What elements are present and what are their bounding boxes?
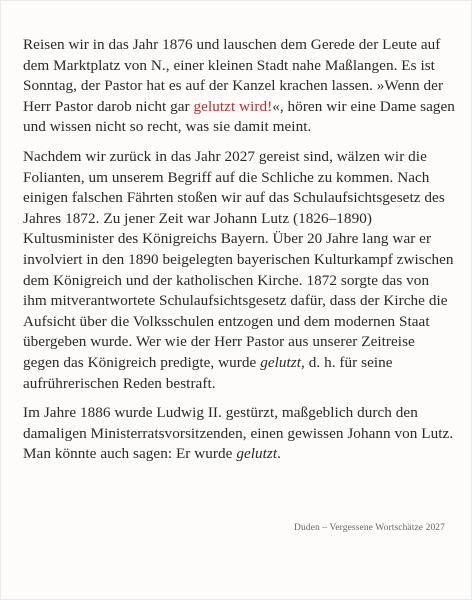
paragraph-2 (23, 147, 455, 394)
paragraph-3-text-b: . (277, 445, 282, 463)
paragraph-3-italic-word: gelutzt (236, 445, 278, 463)
highlighted-phrase: gelutzt wird! (193, 97, 273, 115)
paragraph-1-text-b: «, hören wir eine Dame sagen und wissen nicht so recht, was sie damit meint. (23, 97, 455, 136)
paragraph-2-italic-word: gelutzt (260, 353, 302, 371)
source-credit: Duden – Vergessene Wortschätze 2027 (293, 523, 445, 533)
paragraph-1-text-a: Reisen wir in das Jahr 1876 und lauschen dem Gerede der Leute auf dem Marktplatz von N., einer kleinen Stadt nahe Maßlangen. Es ist Sonntag, der Pastor hat es auf der Kanzel krachen lassen. »Wenn der Herr Pastor darob nicht gar (23, 36, 444, 115)
paragraph-2-text-b: , d. h. für seine aufrührerischen Reden bestraft. (23, 353, 393, 392)
paragraph-3 (23, 403, 455, 465)
paragraph-1 (23, 35, 455, 138)
article-body (23, 35, 455, 474)
paragraph-3-text-a: Im Jahre 1886 wurde Ludwig II. gestürzt, maßgeblich durch den damaligen Ministerratsvorsitzenden, einen gewissen Johann von Lutz. Man könnte auch sagen: Er wurde (23, 404, 454, 463)
paragraph-2-text-a: Nachdem wir zurück in das Jahr 2027 gereist sind, wälzen wir die Folianten, um unserem Begriff auf die Schliche zu kommen. Nach einigen falschen Fährten stoßen wir auf das Schulaufsichtsgesetz des Jahres 1872. Zu jener Zeit war Johann Lutz (1826–1890) Kultusminister des Königreichs Bayern. Über 20 Jahre lang war er involviert in den 1890 beigelegten bayerischen Kulturkampf zwischen dem Königreich und der katholischen Kirche. 1872 sorgte das von ihm mitverantwortete Schulaufsichtsgesetz dafür, dass der Kirche die Aufsicht über die Volksschulen entzogen und dem modernen Staat übergeben wurde. Wer wie der Herr Pastor aus unserer Zeitreise gegen das Königreich predigte, wurde (23, 147, 454, 371)
